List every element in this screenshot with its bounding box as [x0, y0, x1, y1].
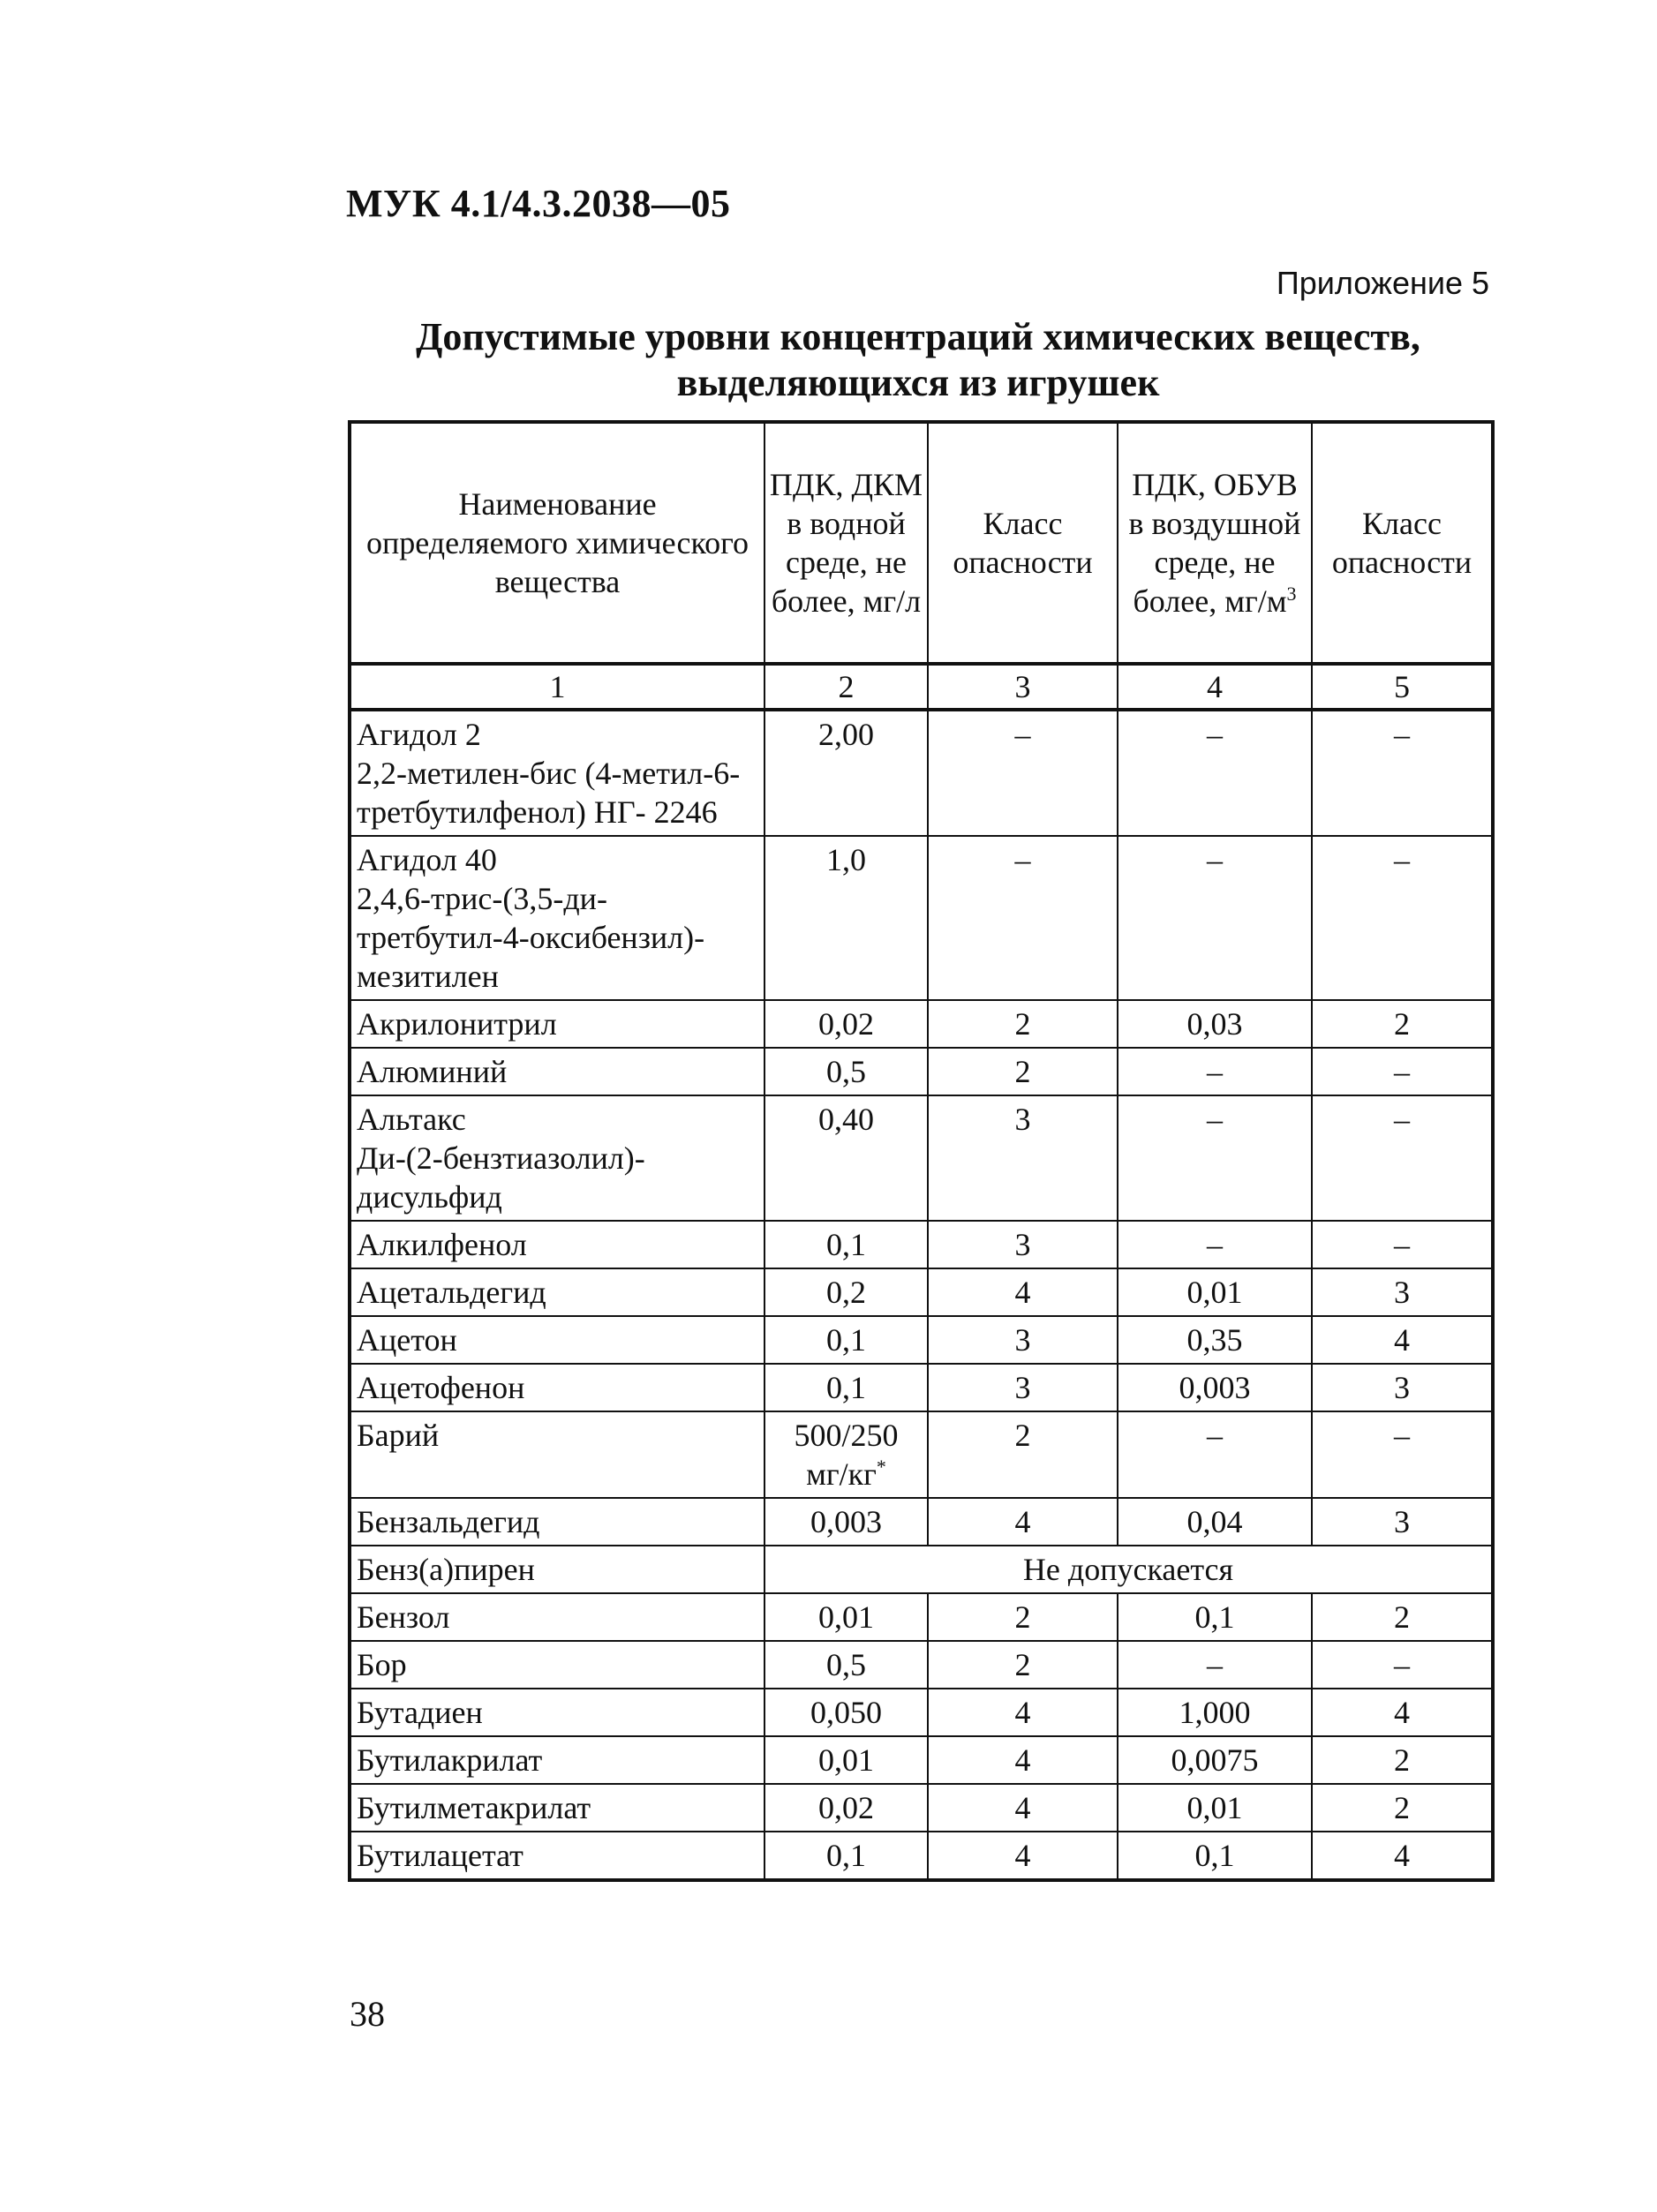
hazard-class-water-value: 2: [928, 1411, 1118, 1498]
pdk-air-value: 1,000: [1118, 1689, 1312, 1736]
document-code: МУК 4.1/4.3.2038—05: [346, 182, 731, 225]
hazard-class-air-value: 4: [1312, 1316, 1493, 1364]
table-row: [350, 1641, 1493, 1689]
table-row: [350, 1832, 1493, 1880]
substance-name: Бутилакрилат: [350, 1736, 764, 1784]
pdk-water-text: 0,02: [818, 1790, 874, 1825]
page-number: 38: [350, 1994, 385, 2034]
pdk-water-value: [764, 1000, 928, 1048]
hazard-class-air-value: 2: [1312, 1000, 1493, 1048]
header-pdk-air-text: ПДК, ОБУВ в воздушной среде, не более, мг/м: [1128, 467, 1301, 619]
column-number: 2: [764, 664, 928, 710]
hazard-class-water-value: 4: [928, 1736, 1118, 1784]
hazard-class-water-value: 3: [928, 1364, 1118, 1411]
table-row: [350, 1364, 1493, 1411]
column-number: 3: [928, 664, 1118, 710]
substance-name: Ацетон: [350, 1316, 764, 1364]
pdk-water-value: [764, 1784, 928, 1832]
pdk-water-text: 0,1: [826, 1227, 866, 1262]
hazard-class-air-value: –: [1312, 710, 1493, 836]
pdk-air-value: 0,04: [1118, 1498, 1312, 1546]
pdk-water-value: [764, 836, 928, 1000]
pdk-water-text: 0,1: [826, 1322, 866, 1358]
pdk-water-text: 0,1: [826, 1370, 866, 1405]
page-title: [344, 314, 1492, 406]
table-row: [350, 1784, 1493, 1832]
substance-name: Ацетофенон: [350, 1364, 764, 1411]
pdk-air-value: –: [1118, 1411, 1312, 1498]
table-row: [350, 1498, 1493, 1546]
hazard-class-air-value: –: [1312, 1641, 1493, 1689]
substance-name: Бутилацетат: [350, 1832, 764, 1880]
pdk-air-value: –: [1118, 1048, 1312, 1095]
table-row: [350, 1000, 1493, 1048]
pdk-water-value: [764, 1095, 928, 1221]
pdk-water-value: [764, 1364, 928, 1411]
hazard-class-air-value: –: [1312, 1095, 1493, 1221]
substance-name: Барий: [350, 1411, 764, 1498]
hazard-class-water-value: 4: [928, 1832, 1118, 1880]
hazard-class-water-value: 2: [928, 1000, 1118, 1048]
header-pdk-air-sup: 3: [1286, 583, 1297, 605]
pdk-air-value: –: [1118, 710, 1312, 836]
table-row: [350, 1411, 1493, 1498]
header-hazard-class-air: Класс опасности: [1312, 422, 1493, 664]
title-line-1: Допустимые уровни концентраций химических веществ,: [416, 315, 1420, 358]
hazard-class-air-value: –: [1312, 1221, 1493, 1268]
concentration-table: [348, 420, 1495, 1882]
table-row: [350, 1593, 1493, 1641]
table-row: [350, 1221, 1493, 1268]
substance-name: Бутилметакрилат: [350, 1784, 764, 1832]
table-row: [350, 1689, 1493, 1736]
hazard-class-water-value: 4: [928, 1784, 1118, 1832]
hazard-class-air-value: –: [1312, 836, 1493, 1000]
substance-name: Бензол: [350, 1593, 764, 1641]
column-number: 4: [1118, 664, 1312, 710]
column-number: 5: [1312, 664, 1493, 710]
pdk-air-value: 0,35: [1118, 1316, 1312, 1364]
pdk-water-text: 0,5: [826, 1054, 866, 1089]
pdk-water-value: [764, 1268, 928, 1316]
hazard-class-air-value: –: [1312, 1411, 1493, 1498]
header-row: [350, 422, 1493, 664]
hazard-class-water-value: 4: [928, 1268, 1118, 1316]
header-pdk-water: ПДК, ДКМ в водной среде, не более, мг/л: [764, 422, 928, 664]
pdk-water-value: [764, 1221, 928, 1268]
footnote-mark: *: [876, 1456, 886, 1478]
header-substance-name: Наименование определяемого химического вещества: [350, 422, 764, 664]
substance-name: Бензальдегид: [350, 1498, 764, 1546]
pdk-air-value: 0,03: [1118, 1000, 1312, 1048]
table-row: [350, 710, 1493, 836]
pdk-air-value: –: [1118, 1641, 1312, 1689]
pdk-water-value: [764, 1316, 928, 1364]
pdk-air-value: 0,01: [1118, 1784, 1312, 1832]
hazard-class-air-value: 2: [1312, 1736, 1493, 1784]
substance-name: Акрилонитрил: [350, 1000, 764, 1048]
substance-name: Агидол 40 2,4,6-трис-(3,5-ди-третбутил-4-оксибензил)-мезитилен: [350, 836, 764, 1000]
substance-name: Бор: [350, 1641, 764, 1689]
pdk-water-value: [764, 1498, 928, 1546]
hazard-class-water-value: 3: [928, 1316, 1118, 1364]
pdk-air-value: 0,1: [1118, 1593, 1312, 1641]
pdk-water-text: 0,01: [818, 1599, 874, 1635]
pdk-water-value: [764, 1689, 928, 1736]
merged-value: Не допускается: [764, 1546, 1493, 1593]
pdk-water-text: 0,003: [810, 1504, 882, 1539]
table-row: [350, 1316, 1493, 1364]
pdk-water-value: [764, 1641, 928, 1689]
hazard-class-water-value: 3: [928, 1221, 1118, 1268]
header-hazard-class-water: Класс опасности: [928, 422, 1118, 664]
pdk-air-value: –: [1118, 836, 1312, 1000]
table-row: [350, 1546, 1493, 1593]
pdk-water-text: 0,01: [818, 1742, 874, 1778]
table-row: [350, 1095, 1493, 1221]
pdk-air-value: 0,003: [1118, 1364, 1312, 1411]
pdk-water-text: 1,0: [826, 842, 866, 877]
substance-name: Агидол 2 2,2-метилен-бис (4-метил-6-третбутилфенол) НГ- 2246: [350, 710, 764, 836]
substance-name: Алюминий: [350, 1048, 764, 1095]
pdk-water-value: [764, 1832, 928, 1880]
hazard-class-water-value: –: [928, 836, 1118, 1000]
hazard-class-air-value: 3: [1312, 1364, 1493, 1411]
hazard-class-air-value: 4: [1312, 1832, 1493, 1880]
header-pdk-air: [1118, 422, 1312, 664]
pdk-air-value: 0,0075: [1118, 1736, 1312, 1784]
pdk-air-value: –: [1118, 1095, 1312, 1221]
pdk-water-text: 0,5: [826, 1647, 866, 1682]
hazard-class-air-value: 3: [1312, 1268, 1493, 1316]
pdk-water-value: [764, 1411, 928, 1498]
substance-name: Бутадиен: [350, 1689, 764, 1736]
pdk-air-value: 0,1: [1118, 1832, 1312, 1880]
pdk-water-text: 0,2: [826, 1275, 866, 1310]
substance-name: Алкилфенол: [350, 1221, 764, 1268]
column-number: 1: [350, 664, 764, 710]
pdk-water-text: 2,00: [818, 717, 874, 752]
pdk-water-value: [764, 1048, 928, 1095]
pdk-water-text: 0,1: [826, 1838, 866, 1873]
pdk-water-text: 0,40: [818, 1102, 874, 1137]
hazard-class-water-value: 2: [928, 1048, 1118, 1095]
substance-name: Бенз(а)пирен: [350, 1546, 764, 1593]
hazard-class-water-value: 2: [928, 1593, 1118, 1641]
pdk-water-value: [764, 710, 928, 836]
hazard-class-air-value: 4: [1312, 1689, 1493, 1736]
hazard-class-water-value: 2: [928, 1641, 1118, 1689]
hazard-class-air-value: 2: [1312, 1593, 1493, 1641]
hazard-class-water-value: 3: [928, 1095, 1118, 1221]
title-line-2: выделяющихся из игрушек: [676, 361, 1160, 404]
table-row: [350, 1736, 1493, 1784]
pdk-water-value: [764, 1593, 928, 1641]
hazard-class-air-value: –: [1312, 1048, 1493, 1095]
substance-name: Альтакс Ди-(2-бензтиазолил)-дисульфид: [350, 1095, 764, 1221]
pdk-water-text: 500/250 мг/кг: [794, 1418, 899, 1492]
hazard-class-water-value: 4: [928, 1689, 1118, 1736]
column-number-row: [350, 664, 1493, 710]
substance-name: Ацетальдегид: [350, 1268, 764, 1316]
table-row: [350, 1268, 1493, 1316]
hazard-class-water-value: 4: [928, 1498, 1118, 1546]
pdk-air-value: 0,01: [1118, 1268, 1312, 1316]
appendix-label: Приложение 5: [1276, 265, 1489, 301]
table-row: [350, 836, 1493, 1000]
hazard-class-water-value: –: [928, 710, 1118, 836]
hazard-class-air-value: 3: [1312, 1498, 1493, 1546]
pdk-water-value: [764, 1736, 928, 1784]
pdk-air-value: –: [1118, 1221, 1312, 1268]
table-row: [350, 1048, 1493, 1095]
pdk-water-text: 0,02: [818, 1006, 874, 1042]
hazard-class-air-value: 2: [1312, 1784, 1493, 1832]
pdk-water-text: 0,050: [810, 1695, 882, 1730]
